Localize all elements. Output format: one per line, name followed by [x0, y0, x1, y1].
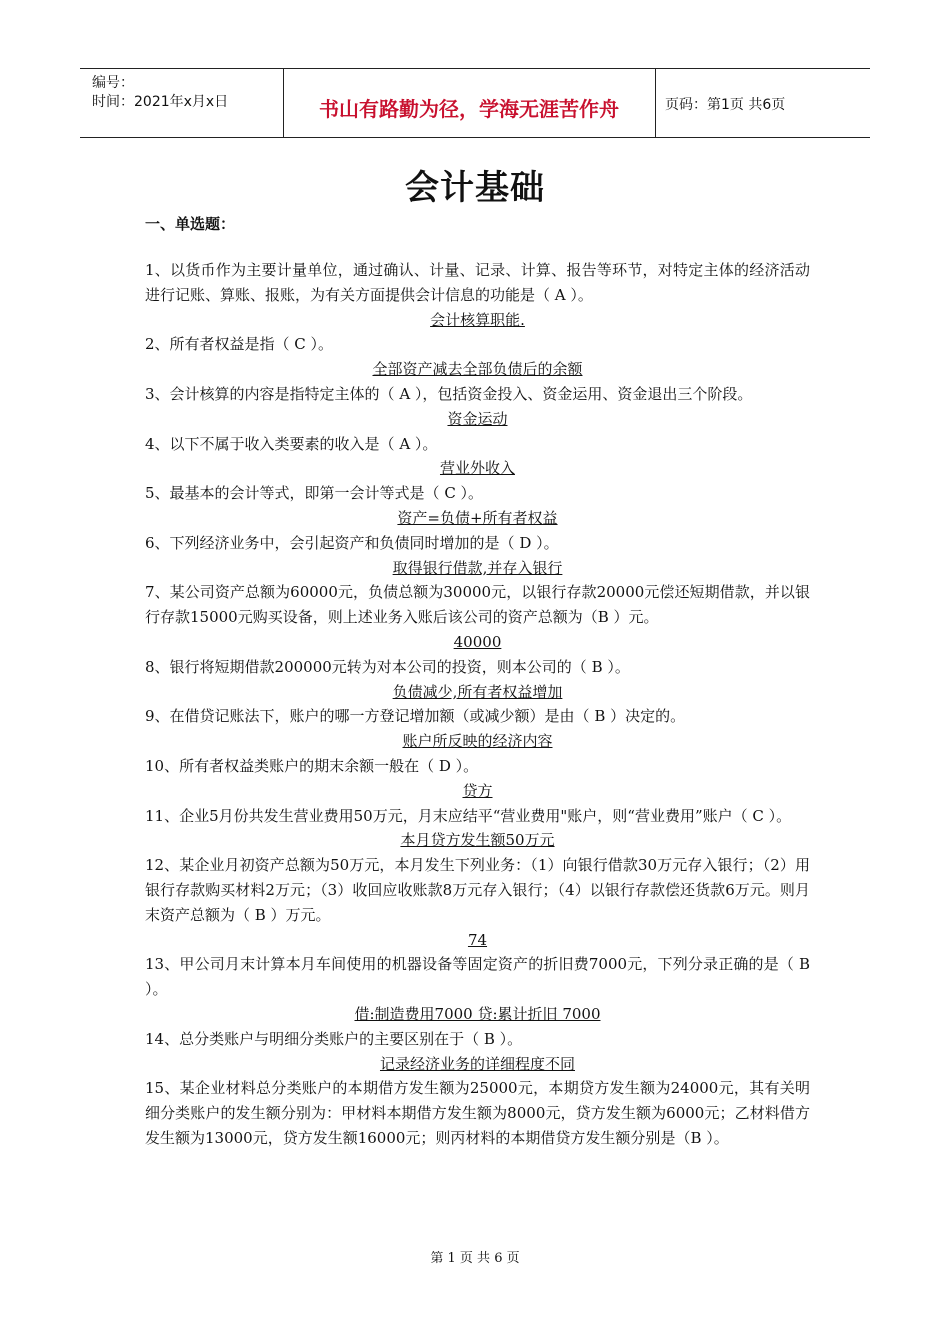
time-label: 时间：2021年x月x日 — [92, 94, 229, 110]
number-label: 编号： — [92, 75, 134, 91]
answer-text: 营业外收入 — [439, 459, 515, 478]
answer-text: 全部资产减去全部负债后的余额 — [372, 360, 583, 379]
question-list — [145, 258, 810, 1151]
question-text: 2、所有者权益是指（ C ）。 — [145, 335, 334, 354]
question-text: 8、银行将短期借款200000元转为对本公司的投资，则本公司的（ B ）。 — [145, 657, 630, 676]
question-text: 15、某企业材料总分类账户的本期借方发生额为25000元，本期贷方发生额为24000元，其有关明细分类账户的发生额分别为：甲材料本期借方发生额为8000元，贷方发生额为6000元；乙材料借方发生额为13000元，贷方发生额16000元；则丙材料的本期借贷方发生额分别是（B ）。 — [145, 1079, 810, 1147]
answer-text: 账户所反映的经济内容 — [402, 732, 553, 751]
question-text: 11、企业5月份共发生营业费用50万元，月末应结平“营业费用"账户，则“营业费用”账户（ C ）。 — [145, 806, 792, 825]
answer-text: 记录经济业务的详细程度不同 — [379, 1054, 575, 1073]
document-title: 会计基础 — [405, 168, 545, 208]
header-table — [80, 68, 870, 138]
page-footer: 第 1 页 共 6 页 — [430, 1251, 520, 1266]
question-text: 7、某公司资产总额为60000元，负债总额为30000元，以银行存款20000元偿还短期借款，并以银行存款15000元购买设备，则上述业务入账后该公司的资产总额为（B ）元。 — [145, 583, 810, 627]
answer-text: 负债减少,所有者权益增加 — [392, 682, 563, 701]
answer-text: 资产=负债+所有者权益 — [397, 508, 558, 527]
question-text: 5、最基本的会计等式，即第一会计等式是（ C ）。 — [145, 484, 484, 503]
question-text: 14、总分类账户与明细分类账户的主要区别在于（ B ）。 — [145, 1029, 523, 1048]
header-motto-cell — [283, 69, 656, 137]
section-heading: 一、单选题： — [145, 215, 236, 233]
question-text: 4、以下不属于收入类要素的收入是（ A ）。 — [145, 434, 438, 453]
answer-text: 资金运动 — [447, 409, 508, 428]
answer-text: 40000 — [453, 632, 502, 651]
header-page-cell — [655, 69, 870, 137]
header-info-cell — [80, 69, 284, 137]
answer-text: 本月贷方发生额50万元 — [400, 831, 555, 850]
page-label: 页码：第1页 共6页 — [665, 97, 786, 113]
question-text: 13、甲公司月末计算本月车间使用的机器设备等固定资产的折旧费7000元，下列分录正确的是（ B ）。 — [145, 955, 810, 999]
answer-text: 会计核算职能. — [430, 310, 525, 329]
question-text: 9、在借贷记账法下，账户的哪一方登记增加额（或减少额）是由（ B ）决定的。 — [145, 707, 686, 726]
answer-text: 取得银行借款,并存入银行 — [392, 558, 563, 577]
answer-text: 贷方 — [462, 781, 493, 800]
question-text: 3、会计核算的内容是指特定主体的（ A ），包括资金投入、资金运用、资金退出三个阶段。 — [145, 384, 753, 403]
question-text: 10、所有者权益类账户的期末余额一般在（ D ）。 — [145, 756, 479, 775]
answer-text: 借:制造费用7000 贷:累计折旧 7000 — [354, 1004, 601, 1023]
question-text: 12、某企业月初资产总额为50万元，本月发生下列业务：（1）向银行借款30万元存入银行；（2）用银行存款购买材料2万元；（3）收回应收账款8万元存入银行；（4）以银行存款偿还货款6万元。则月末资产总额为（ B ）万元。 — [145, 856, 810, 924]
answer-text: 74 — [467, 930, 488, 949]
motto-text: 书山有路勤为径，学海无涯苦作舟 — [319, 97, 619, 121]
question-text: 1、以货币作为主要计量单位，通过确认、计量、记录、计算、报告等环节，对特定主体的经济活动进行记账、算账、报账，为有关方面提供会计信息的功能是（ A ）。 — [145, 261, 810, 304]
question-text: 6、下列经济业务中，会引起资产和负债同时增加的是（ D ）。 — [145, 533, 559, 552]
